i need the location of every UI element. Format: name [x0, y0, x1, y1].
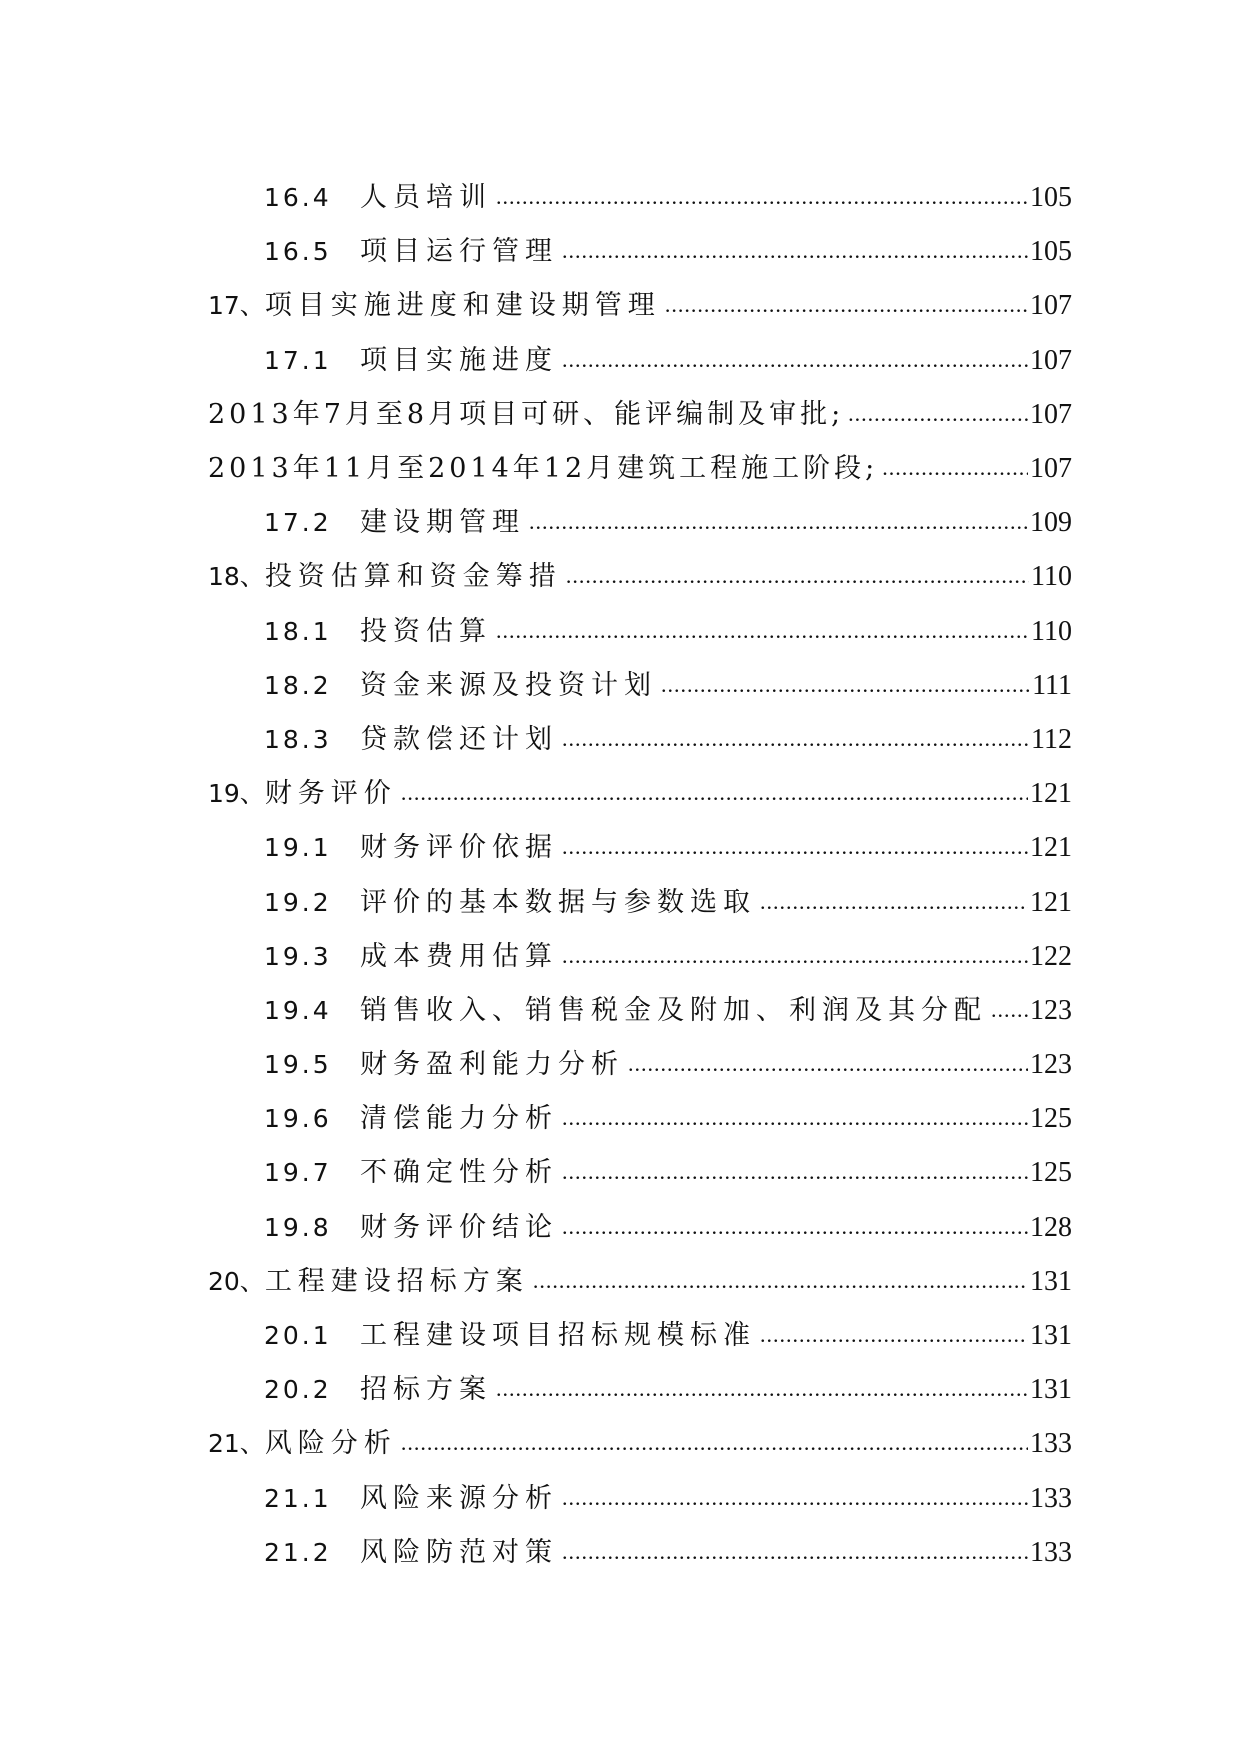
toc-page-number: 122 [1030, 940, 1072, 972]
toc-section-entry[interactable] [208, 1201, 1072, 1255]
toc-page-number: 133 [1030, 1428, 1072, 1460]
toc-page-number: 107 [1030, 290, 1072, 322]
toc-section-entry[interactable] [208, 821, 1072, 875]
toc-entry-number: 18.2 [264, 670, 332, 700]
toc-section-entry[interactable] [208, 875, 1072, 929]
toc-page-number: 123 [1030, 1049, 1072, 1081]
toc-entry-number: 19.1 [264, 833, 332, 863]
toc-dot-leader [882, 464, 1028, 484]
toc-dot-leader [401, 789, 1028, 809]
toc-section-entry[interactable] [208, 1146, 1072, 1200]
toc-chapter-entry[interactable] [208, 550, 1072, 604]
toc-entry-number: 18.1 [264, 616, 332, 646]
toc-entry-number: 19.3 [264, 941, 332, 971]
toc-dot-leader [533, 1277, 1028, 1297]
toc-text-entry[interactable] [208, 442, 1072, 496]
table-of-contents [208, 171, 1072, 1580]
toc-dot-leader [991, 1006, 1028, 1026]
toc-dot-leader [665, 301, 1028, 321]
toc-dot-leader [848, 410, 1028, 430]
toc-dot-leader [562, 247, 1028, 267]
toc-entry-number: 19、 [208, 779, 265, 809]
toc-entry-number: 21.1 [264, 1483, 332, 1513]
toc-entry-number: 16.4 [264, 183, 332, 213]
toc-section-entry[interactable] [208, 225, 1072, 279]
toc-dot-leader [562, 356, 1028, 376]
toc-text-entry[interactable] [208, 388, 1072, 442]
toc-page-number: 107 [1030, 344, 1072, 376]
toc-chapter-entry[interactable] [208, 1255, 1072, 1309]
toc-dot-leader [562, 735, 1029, 755]
toc-page-number: 107 [1030, 453, 1072, 485]
toc-chapter-entry[interactable] [208, 279, 1072, 333]
toc-entry-title: 招标方案 [360, 1374, 492, 1406]
toc-entry-title: 建设期管理 [360, 507, 525, 539]
toc-dot-leader [562, 843, 1028, 863]
toc-dot-leader [760, 898, 1028, 918]
toc-section-entry[interactable] [208, 930, 1072, 984]
toc-page-number: 110 [1031, 615, 1072, 647]
toc-page-number: 111 [1032, 669, 1072, 701]
toc-entry-title: 工程建设招标方案 [264, 1265, 529, 1297]
toc-entry-title: 不确定性分析 [360, 1157, 558, 1189]
toc-section-entry[interactable] [208, 605, 1072, 659]
toc-page-number: 125 [1030, 1157, 1072, 1189]
toc-entry-number: 21.2 [264, 1537, 332, 1567]
toc-dot-leader [562, 1223, 1028, 1243]
toc-section-entry[interactable] [208, 1472, 1072, 1526]
toc-entry-number: 20.1 [264, 1321, 332, 1351]
toc-dot-leader [401, 1439, 1028, 1459]
toc-entry-title: 财务评价 [264, 778, 397, 810]
toc-entry-title: 2013年11月至2014年12月建筑工程施工阶段; [208, 453, 879, 485]
toc-entry-title: 投资估算和资金筹措 [264, 561, 562, 593]
toc-page-number: 121 [1030, 832, 1072, 864]
toc-entry-title: 财务评价依据 [360, 832, 558, 864]
toc-page-number: 110 [1031, 561, 1072, 593]
toc-entry-title: 销售收入、销售税金及附加、利润及其分配 [360, 994, 987, 1026]
toc-page-number: 105 [1030, 182, 1072, 214]
toc-page-number: 121 [1030, 778, 1072, 810]
toc-page-number: 131 [1030, 1374, 1072, 1406]
toc-page-number: 105 [1030, 236, 1072, 268]
toc-section-entry[interactable] [208, 171, 1072, 225]
toc-entry-title: 财务评价结论 [360, 1211, 558, 1243]
toc-section-entry[interactable] [208, 1526, 1072, 1580]
toc-page-number: 131 [1030, 1320, 1072, 1352]
toc-entry-title: 贷款偿还计划 [360, 723, 558, 755]
toc-page-number: 109 [1030, 507, 1072, 539]
toc-page-number: 123 [1030, 994, 1072, 1026]
toc-page-number: 125 [1030, 1103, 1072, 1135]
toc-dot-leader [496, 627, 1029, 647]
toc-page-number: 131 [1030, 1265, 1072, 1297]
toc-entry-title: 人员培训 [360, 182, 492, 214]
toc-page-number: 128 [1030, 1211, 1072, 1243]
toc-entry-title: 工程建设项目招标规模标准 [360, 1320, 756, 1352]
toc-entry-title: 投资估算 [360, 615, 492, 647]
toc-dot-leader [562, 1494, 1028, 1514]
toc-dot-leader [496, 1385, 1028, 1405]
toc-entry-title: 项目实施进度 [360, 344, 558, 376]
toc-entry-title: 2013年7月至8月项目可研、能评编制及审批; [208, 398, 845, 430]
toc-section-entry[interactable] [208, 1092, 1072, 1146]
toc-entry-title: 财务盈利能力分析 [360, 1049, 624, 1081]
toc-section-entry[interactable] [208, 496, 1072, 550]
toc-page-number: 107 [1030, 398, 1072, 430]
toc-section-entry[interactable] [208, 1309, 1072, 1363]
toc-dot-leader [760, 1331, 1028, 1351]
toc-dot-leader [562, 952, 1028, 972]
toc-entry-number: 17、 [208, 291, 265, 321]
toc-page-number: 121 [1030, 886, 1072, 918]
toc-entry-number: 19.5 [264, 1050, 332, 1080]
toc-entry-number: 18.3 [264, 724, 332, 754]
toc-entry-number: 18、 [208, 562, 265, 592]
toc-section-entry[interactable] [208, 659, 1072, 713]
toc-entry-number: 17.2 [264, 508, 332, 538]
toc-entry-number: 16.5 [264, 237, 332, 267]
toc-entry-title: 清偿能力分析 [360, 1103, 558, 1135]
toc-page-number: 133 [1030, 1536, 1072, 1568]
toc-chapter-entry[interactable] [208, 1417, 1072, 1471]
toc-page-number: 112 [1031, 723, 1072, 755]
toc-entry-number: 19.4 [264, 995, 332, 1025]
toc-dot-leader [562, 1114, 1028, 1134]
toc-entry-number: 19.8 [264, 1212, 332, 1242]
toc-section-entry[interactable] [208, 713, 1072, 767]
toc-entry-title: 成本费用估算 [360, 940, 558, 972]
toc-entry-number: 20、 [208, 1266, 265, 1296]
toc-entry-number: 20.2 [264, 1375, 332, 1405]
toc-entry-number: 17.1 [264, 345, 332, 375]
toc-dot-leader [562, 1548, 1028, 1568]
toc-page-number: 133 [1030, 1482, 1072, 1514]
toc-entry-title: 评价的基本数据与参数选取 [360, 886, 756, 918]
toc-entry-title: 风险来源分析 [360, 1482, 558, 1514]
toc-chapter-entry[interactable] [208, 767, 1072, 821]
toc-dot-leader [496, 193, 1028, 213]
toc-dot-leader [562, 1168, 1028, 1188]
toc-entry-title: 项目实施进度和建设期管理 [264, 290, 661, 322]
toc-dot-leader [661, 681, 1030, 701]
toc-entry-number: 21、 [208, 1429, 265, 1459]
toc-entry-title: 资金来源及投资计划 [360, 669, 657, 701]
toc-section-entry[interactable] [208, 1038, 1072, 1092]
toc-dot-leader [628, 1060, 1028, 1080]
toc-entry-number: 19.2 [264, 887, 332, 917]
toc-entry-number: 19.7 [264, 1158, 332, 1188]
toc-entry-title: 项目运行管理 [360, 236, 558, 268]
toc-entry-title: 风险分析 [264, 1428, 397, 1460]
toc-section-entry[interactable] [208, 1363, 1072, 1417]
toc-dot-leader [529, 518, 1028, 538]
toc-section-entry[interactable] [208, 984, 1072, 1038]
toc-section-entry[interactable] [208, 334, 1072, 388]
toc-entry-title: 风险防范对策 [360, 1536, 558, 1568]
toc-entry-number: 19.6 [264, 1104, 332, 1134]
toc-dot-leader [566, 572, 1029, 592]
